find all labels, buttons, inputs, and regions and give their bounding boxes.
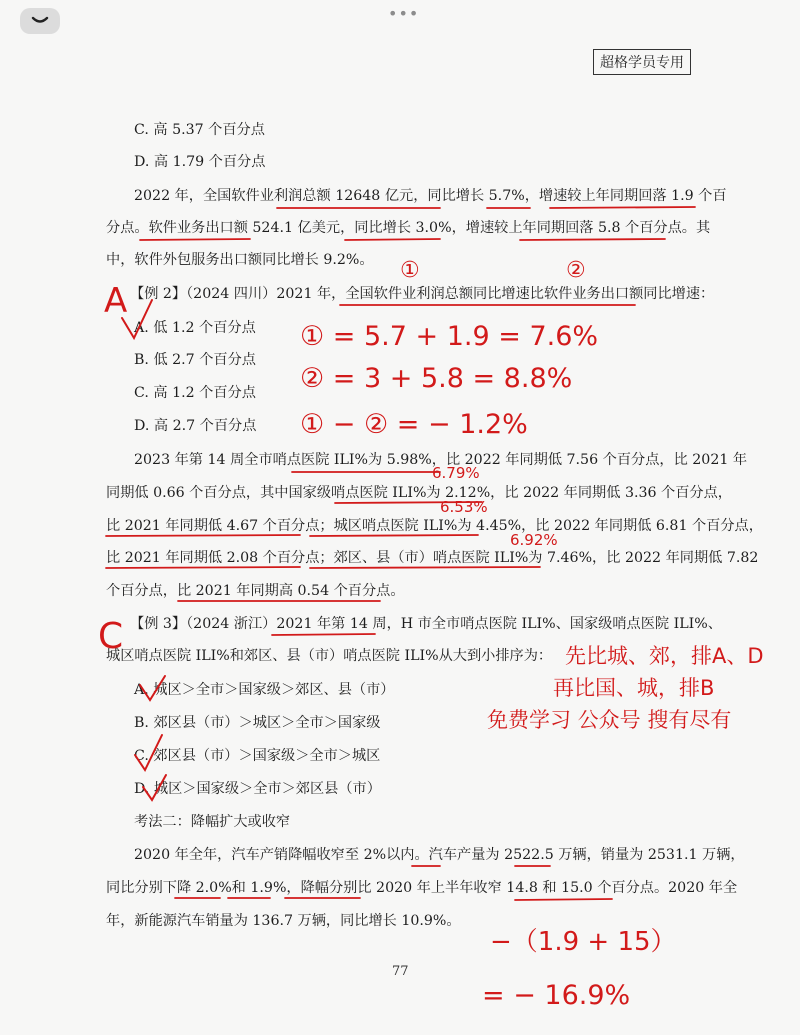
text-line: D. 高 1.79 个百分点 — [134, 154, 266, 170]
option-a: A. 城区＞全市＞国家级＞郊区、县（市） — [134, 682, 395, 698]
handwriting-equation-1: ① = 5.7 + 1.9 = 7.6% — [300, 321, 599, 352]
back-button[interactable] — [20, 8, 60, 34]
handwriting-note-3: 免费学习 公众号 搜有尽有 — [487, 708, 732, 732]
text-line: 比 2021 年同期低 2.08 个百分点；郊区、县（市）哨点医院 ILI%为 7.46%，比 2022 年同期低 7.82 — [106, 550, 759, 566]
text-line: 2023 年第 14 周全市哨点医院 ILI%为 5.98%，比 2022 年同期低 7.56 个百分点，比 2021 年 — [134, 452, 748, 468]
handwriting-number-1: 6.79% — [432, 464, 480, 482]
text-line: 分点。软件业务出口额 524.1 亿美元，同比增长 3.0%，增速较上年同期回落 5.8 个百分点。其 — [106, 220, 711, 236]
option-d: D. 高 2.7 个百分点 — [134, 418, 257, 434]
text-line: 同比分别下降 2.0%和 1.9%，降幅分别比 2020 年上半年收窄 14.8 和 15.0 个百分点。2020 年全 — [106, 880, 738, 896]
option-d: D. 城区＞国家级＞全市＞郊区县（市） — [134, 781, 381, 797]
handwriting-equation-3: ① − ② = − 1.2% — [300, 409, 528, 440]
text-line: C. 高 5.37 个百分点 — [134, 122, 265, 138]
text-line: 2020 年全年，汽车产销降幅收窄至 2%以内。汽车产量为 2522.5 万辆，销量为 2531.1 万辆， — [134, 847, 745, 863]
handwriting-number-3: 6.92% — [510, 531, 558, 549]
example-heading: 【例 3】（2024 浙江）2021 年第 14 周，H 市全市哨点医院 ILI%、国家级哨点医院 ILI%、 — [130, 616, 722, 632]
handwriting-circle-1: ① — [400, 258, 420, 283]
handwriting-equation-2: ② = 3 + 5.8 = 8.8% — [300, 363, 573, 394]
option-c: C. 郊区县（市）＞国家级＞全市＞城区 — [134, 748, 381, 764]
handwriting-note-1: 先比城、郊，排A、D — [565, 644, 764, 668]
handwriting-circle-2: ② — [566, 258, 586, 283]
text-line: 个百分点，比 2021 年同期高 0.54 个百分点。 — [106, 583, 405, 599]
example-heading: 【例 2】（2024 四川）2021 年，全国软件业利润总额同比增速比软件业务出口额同比增速： — [130, 286, 715, 302]
text-line: 2022 年，全国软件业利润总额 12648 亿元，同比增长 5.7%，增速较上年同期回落 1.9 个百 — [134, 188, 727, 204]
text-line: 同期低 0.66 个百分点，其中国家级哨点医院 ILI%为 2.12%，比 2022 年同期低 3.36 个百分点， — [106, 485, 732, 501]
option-a: A. 低 1.2 个百分点 — [134, 320, 256, 336]
text-line: 中，软件外包服务出口额同比增长 9.2%。 — [106, 252, 374, 268]
page-number: 77 — [392, 964, 409, 979]
section-heading: 考法二：降幅扩大或收窄 — [134, 814, 291, 830]
handwriting-note-2: 再比国、城，排B — [553, 676, 715, 700]
handwriting-answer-a: A — [104, 281, 128, 321]
option-b: B. 郊区县（市）＞城区＞全市＞国家级 — [134, 715, 381, 731]
handwriting-number-2: 6.53% — [440, 498, 488, 516]
option-b: B. 低 2.7 个百分点 — [134, 352, 256, 368]
handwriting-answer-c: C — [98, 616, 124, 657]
text-line: 年，新能源汽车销量为 136.7 万辆，同比增长 10.9%。 — [106, 913, 461, 929]
handwriting-calc-1: −（1.9 + 15） — [490, 927, 677, 957]
chevron-down-icon — [31, 16, 49, 26]
option-c: C. 高 1.2 个百分点 — [134, 385, 256, 401]
text-line: 比 2021 年同期低 4.67 个百分点；城区哨点医院 ILI%为 4.45%，比 2022 年同期低 6.81 个百分点， — [106, 518, 763, 534]
more-options-icon[interactable]: ••• — [388, 4, 420, 23]
text-line: 城区哨点医院 ILI%和郊区、县（市）哨点医院 ILI%从大到小排序为： — [106, 648, 553, 664]
watermark-tag: 超格学员专用 — [593, 49, 691, 75]
handwriting-calc-2: = − 16.9% — [482, 980, 631, 1011]
